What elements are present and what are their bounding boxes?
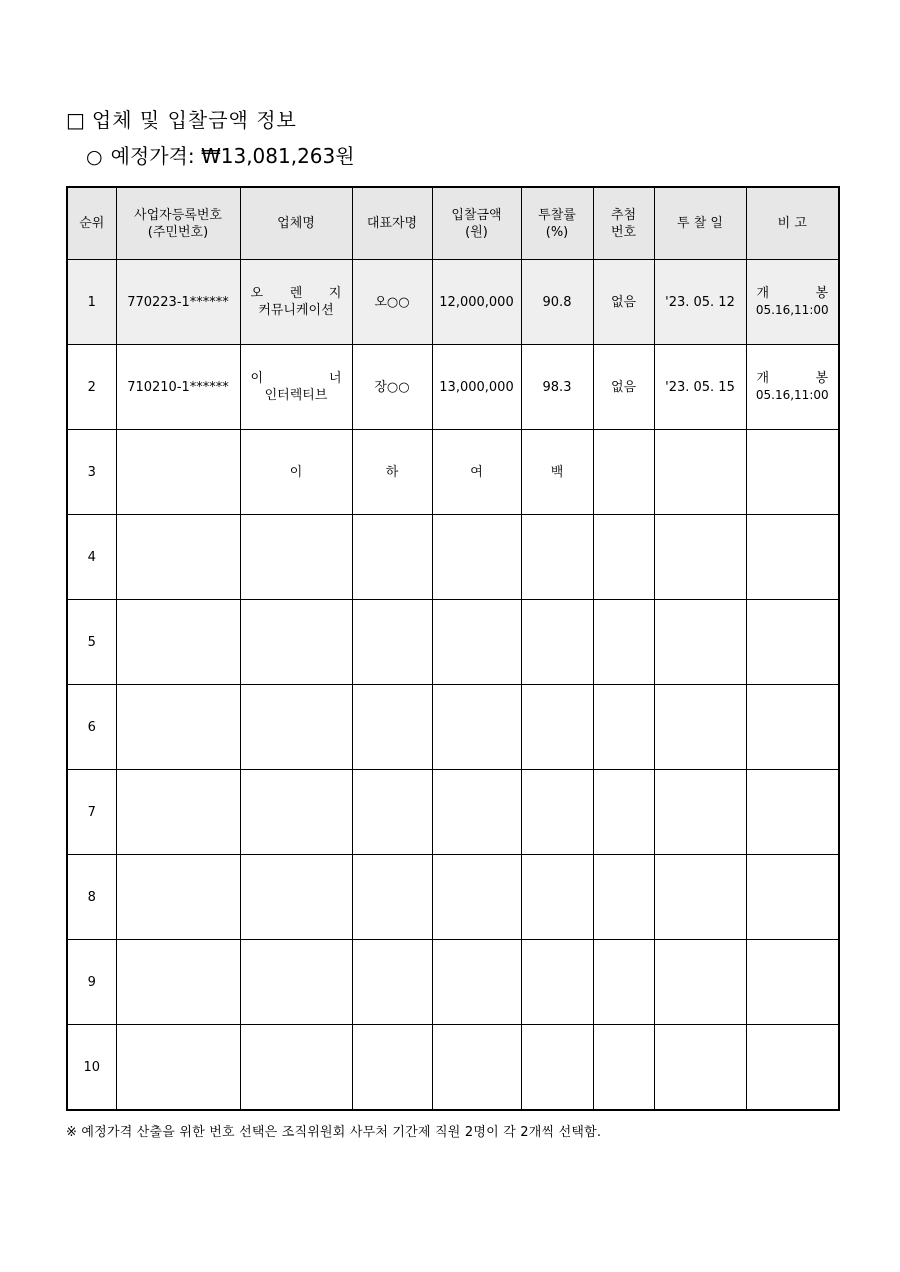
cell-remark	[746, 515, 839, 600]
section-heading	[66, 104, 297, 133]
cell-rank: 4	[67, 515, 116, 600]
cell-date	[654, 685, 746, 770]
cell-company	[240, 515, 352, 600]
cell-rank: 8	[67, 855, 116, 940]
cell-amount	[432, 515, 521, 600]
cell-rate	[521, 855, 593, 940]
cell-company	[240, 770, 352, 855]
cell-amount	[432, 770, 521, 855]
cell-rate	[521, 685, 593, 770]
header-regno-line1: 사업자등록번호	[134, 207, 222, 223]
cell-rank: 10	[67, 1025, 116, 1111]
cell-date	[654, 1025, 746, 1111]
cell-draw	[593, 515, 654, 600]
cell-remark	[746, 430, 839, 515]
square-bullet-icon: □	[66, 108, 86, 132]
cell-rank: 9	[67, 940, 116, 1025]
cell-company	[240, 685, 352, 770]
header-amount-line2: (원)	[465, 224, 488, 240]
cell-rep: 오○○	[352, 260, 432, 345]
cell-remark-line2: 05.16,11:00	[755, 303, 829, 317]
cell-remark	[746, 260, 839, 345]
cell-amount	[432, 685, 521, 770]
cell-company-line1: 오 렌 지	[250, 286, 342, 301]
header-amount	[432, 187, 521, 260]
cell-rep: 장○○	[352, 345, 432, 430]
cell-remark	[746, 685, 839, 770]
cell-rep	[352, 940, 432, 1025]
cell-remark	[746, 770, 839, 855]
table-row	[67, 770, 839, 855]
cell-company	[240, 600, 352, 685]
cell-rank: 2	[67, 345, 116, 430]
cell-amount: 여	[432, 430, 521, 515]
cell-remark-line1: 개 봉	[756, 286, 828, 301]
cell-amount: 13,000,000	[432, 345, 521, 430]
cell-rank: 5	[67, 600, 116, 685]
cell-draw	[593, 430, 654, 515]
cell-regno	[116, 770, 240, 855]
cell-rate	[521, 515, 593, 600]
cell-remark-line1: 개 봉	[756, 371, 828, 386]
cell-rank: 3	[67, 430, 116, 515]
section-heading-text: 업체 및 입찰금액 정보	[91, 108, 297, 132]
header-draw-line2: 번호	[610, 224, 637, 240]
cell-regno: 710210-1******	[116, 345, 240, 430]
cell-rank: 6	[67, 685, 116, 770]
table-row	[67, 600, 839, 685]
table-row	[67, 685, 839, 770]
header-remark: 비 고	[746, 187, 839, 260]
header-rate	[521, 187, 593, 260]
cell-draw	[593, 600, 654, 685]
cell-amount	[432, 940, 521, 1025]
cell-rep	[352, 685, 432, 770]
cell-regno	[116, 430, 240, 515]
header-company: 업체명	[240, 187, 352, 260]
table-row	[67, 855, 839, 940]
cell-company-line2: 커뮤니케이션	[258, 303, 334, 318]
cell-remark	[746, 600, 839, 685]
cell-rep	[352, 770, 432, 855]
cell-date	[654, 600, 746, 685]
cell-regno	[116, 685, 240, 770]
table-row	[67, 515, 839, 600]
cell-remark	[746, 345, 839, 430]
cell-rep	[352, 855, 432, 940]
cell-rate	[521, 1025, 593, 1111]
cell-remark-line2: 05.16,11:00	[755, 388, 829, 402]
cell-draw: 없음	[593, 260, 654, 345]
header-rate-line2: (%)	[545, 224, 569, 240]
header-draw	[593, 187, 654, 260]
header-regno-line2: (주민번호)	[147, 224, 209, 240]
table-row	[67, 940, 839, 1025]
header-rate-line1: 투찰률	[538, 207, 576, 223]
cell-remark	[746, 1025, 839, 1111]
circle-bullet-icon: ○	[86, 146, 103, 168]
cell-amount	[432, 600, 521, 685]
cell-company	[240, 855, 352, 940]
cell-date	[654, 855, 746, 940]
cell-amount: 12,000,000	[432, 260, 521, 345]
cell-regno	[116, 855, 240, 940]
header-date: 투 찰 일	[654, 187, 746, 260]
header-draw-line1: 추첨	[610, 207, 637, 223]
cell-regno	[116, 940, 240, 1025]
cell-draw	[593, 1025, 654, 1111]
cell-rate	[521, 600, 593, 685]
cell-date: '23. 05. 12	[654, 260, 746, 345]
estimated-price	[86, 140, 355, 169]
cell-date	[654, 515, 746, 600]
cell-company	[240, 940, 352, 1025]
table-row	[67, 430, 839, 515]
header-rank: 순위	[67, 187, 116, 260]
cell-regno	[116, 1025, 240, 1111]
estimated-price-text: 예정가격: ₩13,081,263원	[110, 144, 355, 168]
cell-regno	[116, 515, 240, 600]
cell-rep	[352, 600, 432, 685]
cell-amount	[432, 855, 521, 940]
cell-rep: 하	[352, 430, 432, 515]
cell-rank: 1	[67, 260, 116, 345]
cell-draw	[593, 940, 654, 1025]
table-row	[67, 345, 839, 430]
cell-date	[654, 940, 746, 1025]
cell-date	[654, 770, 746, 855]
cell-company	[240, 345, 352, 430]
cell-regno: 770223-1******	[116, 260, 240, 345]
cell-draw	[593, 855, 654, 940]
table-row	[67, 1025, 839, 1111]
cell-draw: 없음	[593, 345, 654, 430]
cell-company-line1: 이 너	[250, 371, 342, 386]
cell-company: 이	[240, 430, 352, 515]
cell-draw	[593, 685, 654, 770]
bid-table	[66, 186, 840, 1111]
table-row	[67, 260, 839, 345]
table-header-row	[67, 187, 839, 260]
cell-remark	[746, 855, 839, 940]
header-rep: 대표자명	[352, 187, 432, 260]
cell-amount	[432, 1025, 521, 1111]
cell-regno	[116, 600, 240, 685]
cell-rate	[521, 770, 593, 855]
header-amount-line1: 입찰금액	[451, 207, 502, 223]
cell-date	[654, 430, 746, 515]
cell-rate: 백	[521, 430, 593, 515]
cell-date: '23. 05. 15	[654, 345, 746, 430]
cell-company-line2: 인터렉티브	[264, 388, 328, 403]
cell-rate: 98.3	[521, 345, 593, 430]
cell-rate	[521, 940, 593, 1025]
cell-company	[240, 260, 352, 345]
header-regno	[116, 187, 240, 260]
footnote: ※ 예정가격 산출을 위한 번호 선택은 조직위원회 사무처 기간제 직원 2명이 각 2개씩 선택함.	[66, 1125, 602, 1140]
cell-draw	[593, 770, 654, 855]
cell-rank: 7	[67, 770, 116, 855]
cell-rep	[352, 1025, 432, 1111]
cell-remark	[746, 940, 839, 1025]
cell-rep	[352, 515, 432, 600]
cell-company	[240, 1025, 352, 1111]
cell-rate: 90.8	[521, 260, 593, 345]
